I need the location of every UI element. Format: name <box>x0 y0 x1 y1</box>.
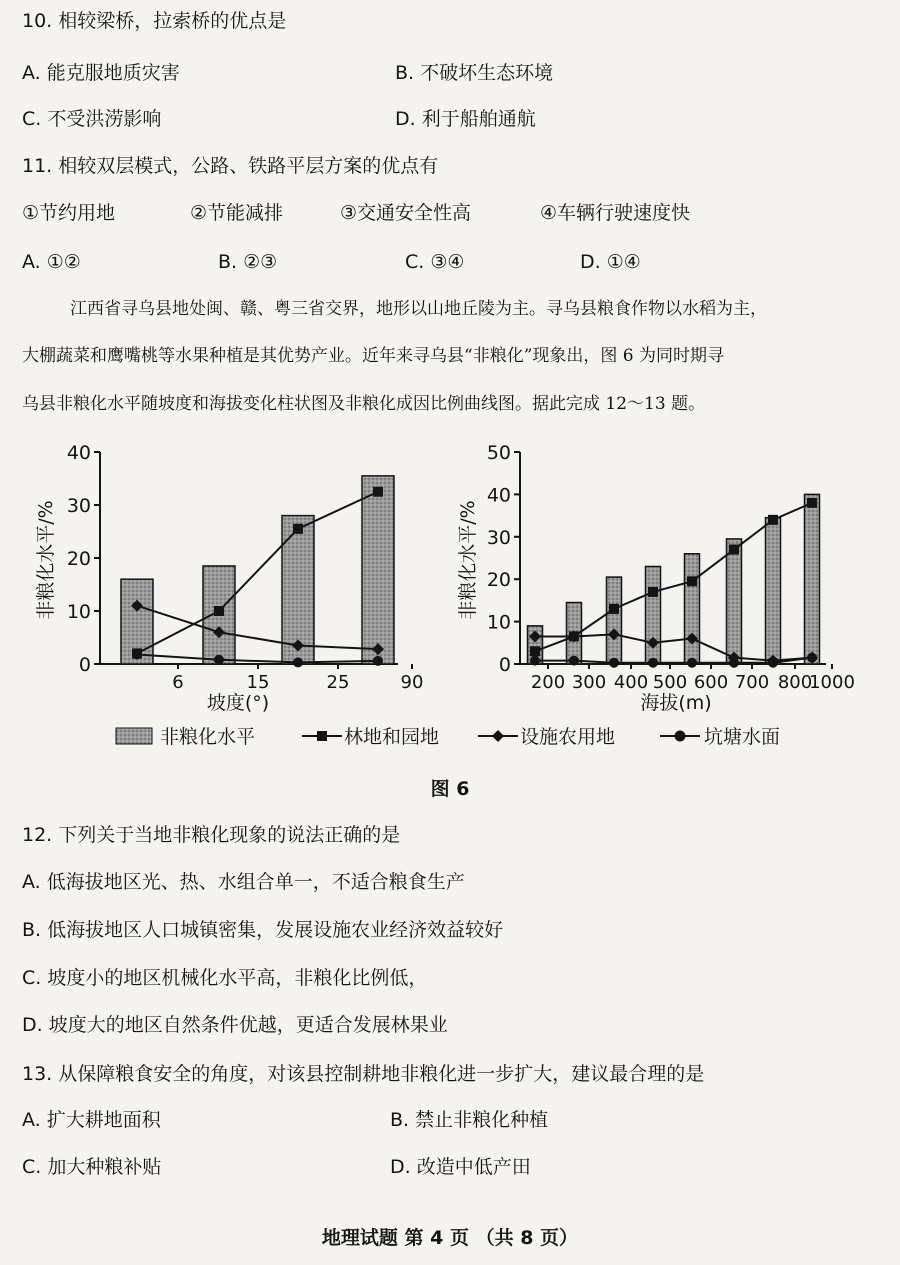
q12-option-c: C. 坡度小的地区机械化水平高，非粮化比例低， <box>22 967 428 989</box>
chart2-x-tick-label: 600 <box>693 672 729 693</box>
chart1-y-tick-label: 10 <box>66 601 91 623</box>
chart2-circle-point <box>648 658 658 668</box>
chart1-y-tick-label: 30 <box>66 495 91 517</box>
legend-line3-label: 坑塘水面 <box>704 726 781 748</box>
question-13-stem-text: 13. 从保障粮食安全的角度，对该县控制耕地非粮化进一步扩大，建议最合理的是 <box>22 1063 705 1085</box>
q11-item-2: ②节能减排 <box>190 202 284 224</box>
chart2-bar <box>607 577 622 664</box>
chart1-circle-point <box>373 656 383 666</box>
legend-bar-swatch <box>116 728 152 744</box>
question-10-stem-text: 10. 相较梁桥，拉索桥的优点是 <box>22 10 287 32</box>
chart1-y-tick-label: 40 <box>66 442 91 464</box>
q11-option-d: D. ①④ <box>580 251 641 273</box>
q11-option-c: C. ③④ <box>405 251 465 273</box>
passage-line-2: 大棚蔬菜和鹰嘴桃等水果种植是其优势产业。近年来寻乌县“非粮化”现象出，图 6 为同时期寻 <box>22 346 725 366</box>
passage-line-3: 乌县非粮化水平随坡度和海拔变化柱状图及非粮化成因比例曲线图。据此完成 12～13 题。 <box>22 394 706 414</box>
chart2-circle-point <box>687 658 697 668</box>
q13-option-d: D. 改造中低产田 <box>390 1156 531 1178</box>
legend-diamond-marker-icon <box>492 730 504 742</box>
chart1-y-tick-label: 20 <box>66 548 91 570</box>
chart2-circle-point <box>768 658 778 668</box>
legend-circle-marker-icon <box>675 731 686 742</box>
q13-option-c: C. 加大种粮补贴 <box>22 1156 162 1178</box>
figure-6-svg <box>0 430 900 750</box>
chart1-series-line <box>137 654 378 662</box>
chart2-bar <box>766 518 781 664</box>
page-footer: 地理试题 第 4 页 （共 8 页） <box>321 1227 579 1249</box>
chart2-square-point <box>609 604 619 614</box>
q10-option-c: C. 不受洪涝影响 <box>22 108 162 130</box>
chart2-bar <box>727 539 742 664</box>
chart1-x-tick-label: 15 <box>246 672 270 693</box>
chart1-bar <box>362 476 394 664</box>
q10-option-a: A. 能克服地质灾害 <box>22 62 180 84</box>
chart1-y-label: 非粮化水平/% <box>35 500 57 620</box>
chart2-y-tick-label: 40 <box>486 484 511 507</box>
legend <box>116 726 780 748</box>
chart2-bar <box>685 554 700 664</box>
q12-option-a: A. 低海拔地区光、热、水组合单一，不适合粮食生产 <box>22 871 465 893</box>
chart2-x-tick-label: 1000 <box>809 672 855 693</box>
chart1-x-label: 坡度(°) <box>206 692 270 714</box>
chart2-bar <box>646 566 661 664</box>
q11-option-a: A. ①② <box>22 251 81 273</box>
q13-option-a: A. 扩大耕地面积 <box>22 1109 161 1131</box>
chart2-y-tick-label: 20 <box>486 569 511 592</box>
chart2-circle-point <box>609 658 619 668</box>
legend-square-marker-icon <box>317 731 327 741</box>
q10-option-b: B. 不破坏生态环境 <box>395 62 554 84</box>
question-12-stem-text: 12. 下列关于当地非粮化现象的说法正确的是 <box>22 824 401 846</box>
q11-item-4: ④车辆行驶速度快 <box>540 202 691 224</box>
passage-line-1: 江西省寻乌县地处闽、赣、粤三省交界，地形以山地丘陵为主。寻乌县粮食作物以水稻为主， <box>70 299 767 319</box>
chart1-circle-point <box>132 649 142 659</box>
chart2-bar <box>805 494 820 664</box>
figure-6 <box>0 430 900 750</box>
legend-line2-label: 设施农用地 <box>520 726 616 748</box>
legend-bar-label: 非粮化水平 <box>160 726 256 748</box>
q11-item-3: ③交通安全性高 <box>340 202 472 224</box>
chart1-x-tick-label: 90 <box>400 672 424 693</box>
q12-option-d: D. 坡度大的地区自然条件优越，更适合发展林果业 <box>22 1014 448 1036</box>
chart1-series-line <box>137 492 378 654</box>
chart2-y-tick-label: 30 <box>486 526 511 549</box>
figure-caption: 图 6 <box>430 778 470 800</box>
question-11-stem-text: 11. 相较双层模式，公路、铁路平层方案的优点有 <box>22 155 439 177</box>
chart2-circle-point <box>729 658 739 668</box>
chart1-square-point <box>373 487 383 497</box>
chart2-circle-point <box>569 656 579 666</box>
chart2-square-point <box>687 576 697 586</box>
chart1-circle-point <box>214 655 224 665</box>
chart2-x-tick-label: 300 <box>571 672 607 693</box>
chart1-square-point <box>293 524 303 534</box>
chart2-y-tick-label: 50 <box>486 442 511 464</box>
chart2-x-tick-label: 700 <box>734 672 770 693</box>
q11-option-b: B. ②③ <box>218 251 278 273</box>
legend-line1-label: 林地和园地 <box>344 726 440 748</box>
chart1-x-tick-label: 25 <box>326 672 350 693</box>
chart2-square-point <box>729 545 739 555</box>
chart2-x-tick-label: 500 <box>652 672 688 693</box>
q10-option-d: D. 利于船舶通航 <box>395 108 536 130</box>
chart1-series-line <box>137 606 378 649</box>
chart1 <box>35 442 423 714</box>
q11-item-1: ①节约用地 <box>22 202 116 224</box>
chart2-x-tick-label: 800 <box>777 672 813 693</box>
chart2 <box>457 442 855 714</box>
chart2-y-label: 非粮化水平/% <box>457 500 479 620</box>
chart1-y-tick-label: 0 <box>78 654 91 676</box>
chart1-circle-point <box>293 657 303 667</box>
chart2-square-point <box>530 646 540 656</box>
q12-option-b: B. 低海拔地区人口城镇密集，发展设施农业经济效益较好 <box>22 919 504 941</box>
chart2-y-tick-label: 10 <box>486 611 511 634</box>
chart2-y-tick-label: 0 <box>498 654 511 676</box>
chart2-square-point <box>648 587 658 597</box>
q13-option-b: B. 禁止非粮化种植 <box>390 1109 549 1131</box>
chart1-square-point <box>214 606 224 616</box>
chart1-x-tick-label: 6 <box>172 672 184 693</box>
chart2-square-point <box>768 515 778 525</box>
chart2-circle-point <box>807 653 817 663</box>
chart2-square-point <box>807 498 817 508</box>
chart2-x-label: 海拔(m) <box>640 692 712 714</box>
chart2-x-tick-label: 400 <box>613 672 649 693</box>
chart2-circle-point <box>530 656 540 666</box>
chart2-x-tick-label: 200 <box>530 672 566 693</box>
